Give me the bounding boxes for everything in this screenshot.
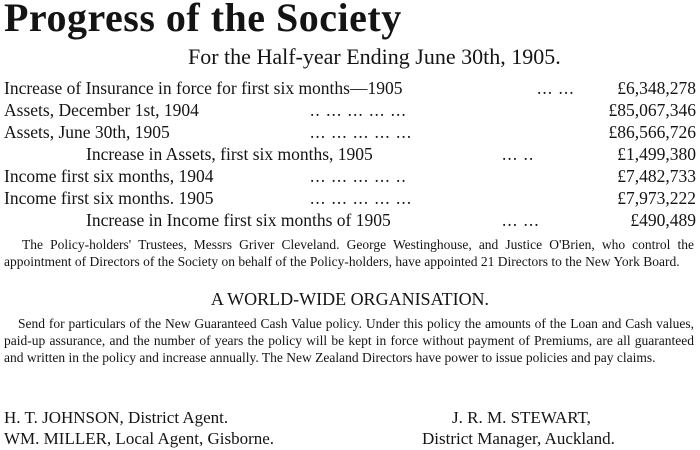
row-label: Income first six months, 1904 bbox=[4, 166, 214, 186]
row-label: Increase of Insurance in force for first six months—1905 bbox=[4, 78, 403, 98]
row-amount: £85,067,346 bbox=[608, 100, 696, 120]
district-agent-signature: H. T. JOHNSON, District Agent. bbox=[4, 408, 229, 427]
row-label: Income first six months. 1905 bbox=[4, 188, 214, 208]
page-title: Progress of the Society bbox=[4, 0, 402, 40]
subtitle: For the Half-year Ending June 30th, 1905. bbox=[188, 44, 561, 69]
row-amount: £7,482,733 bbox=[617, 166, 696, 186]
manager-name: J. R. M. STEWART, bbox=[452, 408, 591, 427]
row-dots: ... ... bbox=[537, 78, 575, 98]
section-heading: A WORLD-WIDE ORGANISATION. bbox=[210, 289, 490, 309]
row-dots: .. ... ... ... ... bbox=[310, 100, 407, 120]
row-dots: ... ... ... ... ... bbox=[310, 188, 413, 208]
row-dots: ... ... bbox=[502, 210, 540, 230]
local-agent-signature: WM. MILLER, Local Agent, Gisborne. bbox=[4, 429, 275, 448]
row-dots: ... .. bbox=[502, 144, 535, 164]
table-row bbox=[0, 209, 700, 231]
row-dots: ... ... ... ... .. bbox=[310, 166, 407, 186]
row-label: Assets, June 30th, 1905 bbox=[4, 122, 170, 142]
table-row bbox=[0, 77, 700, 99]
row-dots: ... ... ... ... ... bbox=[310, 122, 413, 142]
table-row bbox=[0, 143, 700, 165]
row-amount: £86,566,726 bbox=[608, 122, 696, 142]
row-amount: £6,348,278 bbox=[617, 78, 696, 98]
row-label: Increase in Income first six months of 1905 bbox=[86, 210, 391, 230]
manager-title: District Manager, Auckland. bbox=[422, 429, 615, 448]
table-row bbox=[0, 165, 700, 187]
row-amount: £490,489 bbox=[630, 210, 696, 230]
table-row bbox=[0, 99, 700, 121]
trustees-paragraph: The Policy-holders' Trustees, Messrs Griver Cleveland. George Westinghouse, and Justice O'Brien, who control the appointment of Directors of the Society on behalf of the Policy-holders, have appointed 21 Directors to the New York Board. bbox=[4, 237, 694, 269]
row-label: Increase in Assets, first six months, 1905 bbox=[86, 144, 373, 164]
table-row bbox=[0, 187, 700, 209]
table-row bbox=[0, 121, 700, 143]
row-amount: £7,973,222 bbox=[617, 188, 696, 208]
row-label: Assets, December 1st, 1904 bbox=[4, 100, 199, 120]
row-amount: £1,499,380 bbox=[617, 144, 696, 164]
particulars-paragraph: Send for particulars of the New Guaranteed Cash Value policy. Under this policy the amounts of the Loan and Cash values, paid-up assurance, and the number of years the policy will be kept in force without payment of Premiums, are all guaranteed and written in the policy and increase annually. The New Zealand Directors have power to issue policies and pay claims. bbox=[4, 316, 694, 365]
